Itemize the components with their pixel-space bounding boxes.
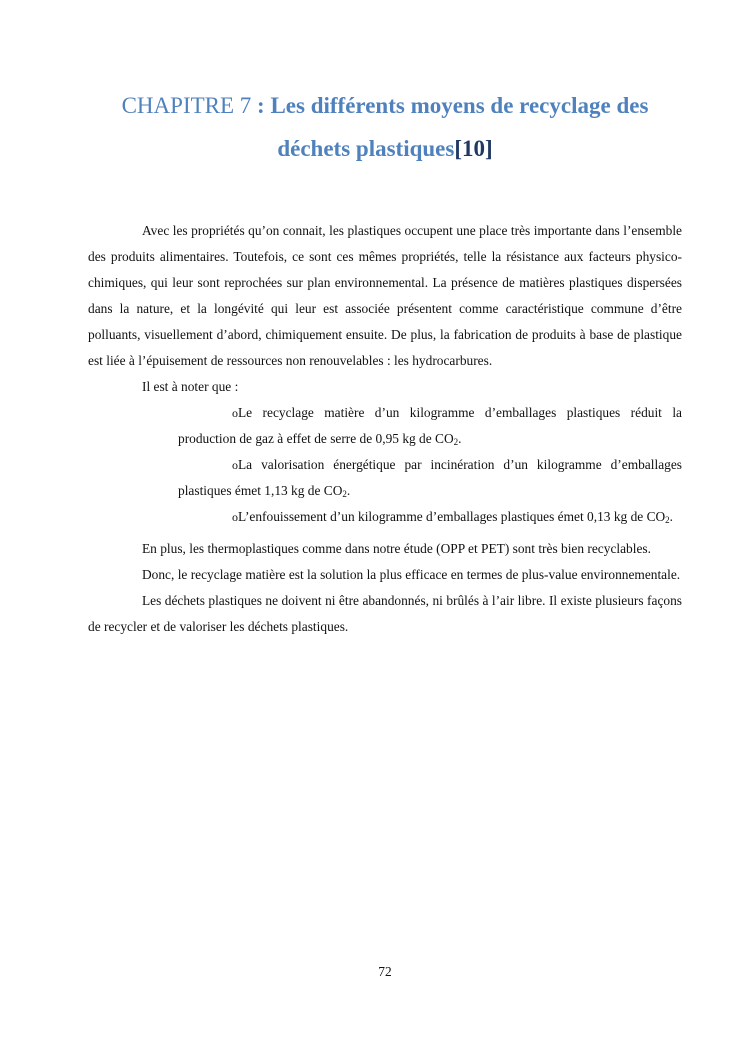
citation-reference: [10] [454,136,493,161]
body-text [88,218,682,640]
page-number: 72 [378,964,392,979]
list-item: oL’enfouissement d’un kilogramme d’emballages plastiques émet 0,13 kg de $CO_2$. [232,509,674,525]
bullet-marker-icon: o [232,406,238,420]
paragraph-intro: Avec les propriétés qu’on connait, les plastiques occupent une place très importante dans l’ensemble des produits alimentaires. Toutefois, ce sont ces mêmes propriétés, telle la résistance aux facteurs physico-chimiques, qui leur sont reprochées sur plan environnemental. La présence de matières plastiques dispersées dans la nature, et la longévité qui leur est associée présentent comme caractéristique commune d’être polluants, visuellement d’abord, chimiquement ensuite. De plus, la fabrication de produits à base de plastique est liée à l’épuisement de ressources non renouvelables : les hydrocarbures. [88,223,682,368]
paragraph-conclusion: Donc, le recyclage matière est la solution la plus efficace en termes de plus-value environnementale. [142,567,681,582]
chapter-number: CHAPITRE 7 [121,93,252,118]
subscript: 2 [453,437,459,447]
bullet-text: Le recyclage matière d’un kilogramme d’emballages plastiques réduit la production de gaz à effet de serre de 0,95 kg de CO [178,405,682,446]
subscript: 2 [665,515,670,525]
chapter-heading: : Les différents moyens de recyclage des déchets plastiques [251,93,649,161]
paragraph-note: Il est à noter que : [142,379,239,394]
bullet-marker-icon: o [232,458,238,472]
bullet-marker-icon: o [232,510,238,524]
chapter-title [88,84,682,170]
list-item: oLa valorisation énergétique par incinération d’un kilogramme d’emballages plastiques émet 1,13 kg de $CO_2$. [178,457,682,499]
paragraph-final: Les déchets plastiques ne doivent ni être abandonnés, ni brûlés à l’air libre. Il existe plusieurs façons de recycler et de valoriser les déchets plastiques. [88,593,682,634]
list-item: oLe recyclage matière d’un kilogramme d’emballages plastiques réduit la production de gaz à effet de serre de 0,95 kg de $CO_2$. [178,405,682,447]
bullet-text: L’enfouissement d’un kilogramme d’emballages plastiques émet 0,13 kg de CO [238,509,666,524]
paragraph-thermoplastics: En plus, les thermoplastiques comme dans notre étude (OPP et PET) sont très bien recyclables. [142,541,651,556]
subscript: 2 [342,489,347,499]
bullet-text: La valorisation énergétique par incinération d’un kilogramme d’emballages plastiques émet 1,13 kg de CO [178,457,682,498]
